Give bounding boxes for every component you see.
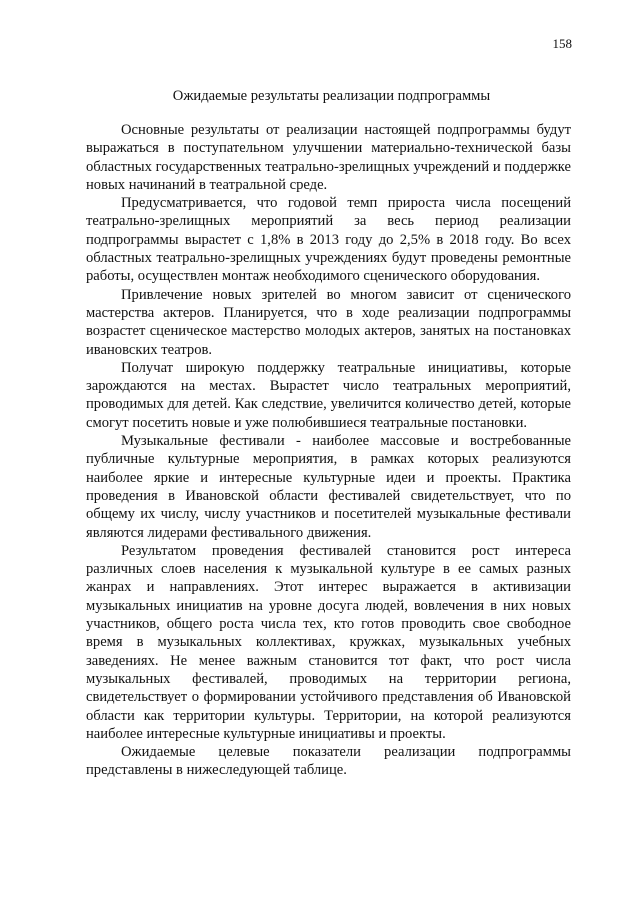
section-title: Ожидаемые результаты реализации подпрограммы: [172, 88, 491, 104]
paragraph-2: Предусматривается, что годовой темп прироста числа посещений театрально-зрелищных мероприятий за весь период реализации подпрограммы вырастет с 1,8% в 2013 году до 2,5% в 2018 году. Во всех областных театрально-зрелищных учреждениях будут проведены ремонтные работы, осуществлен монтаж необходимого сценического оборудования.: [86, 195, 571, 285]
paragraph-4: Получат широкую поддержку театральные инициативы, которые зарождаются на местах. Вырастет число театральных мероприятий, проводимых для детей. Как следствие, увеличится количество детей, которые смогут посетить новые и уже полюбившиеся театральные постановки.: [86, 359, 571, 431]
document-body: [86, 87, 571, 780]
paragraph-7: Ожидаемые целевые показатели реализации подпрограммы представлены в нижеследующей таблице.: [86, 744, 571, 779]
paragraph-3: Привлечение новых зрителей во многом зависит от сценического мастерства актеров. Планируется, что в ходе реализации подпрограммы возрастет сценическое мастерство молодых актеров, занятых на постановках ивановских театров.: [86, 286, 571, 358]
page-number: 158: [552, 36, 572, 51]
paragraph-1: Основные результаты от реализации настоящей подпрограммы будут выражаться в поступательном улучшении материально-технической базы областных государственных театрально-зрелищных учреждений и поддержке новых начинаний в театральной среде.: [86, 122, 571, 193]
paragraph-6: Результатом проведения фестивалей становится рост интереса различных слоев населения к музыкальной культуре в ее самых разных жанрах и направлениях. Этот интерес выражается в активизации музыкальных инициатив на уровне досуга людей, вовлечения в них новых участников, общего роста числа тех, кто готов проводить свое свободное время в музыкальных коллективах, кружках, музыкальных учебных заведениях. Не менее важным становится тот факт, что рост числа музыкальных фестивалей, проводимых на территории региона, свидетельствует о формировании устойчивого представления об Ивановской области как территории культуры. Территории, на которой реализуются наиболее интересные культурные инициативы и проекты.: [86, 542, 571, 742]
paragraph-5: Музыкальные фестивали - наиболее массовые и востребованные публичные культурные мероприятия, в рамках которых реализуются наиболее яркие и интересные культурные идеи и проекты. Практика проведения в Ивановской области фестивалей свидетельствует, что по общему их числу, числу участников и посетителей музыкальные фестивали являются лидерами фестивального движения.: [86, 433, 571, 541]
